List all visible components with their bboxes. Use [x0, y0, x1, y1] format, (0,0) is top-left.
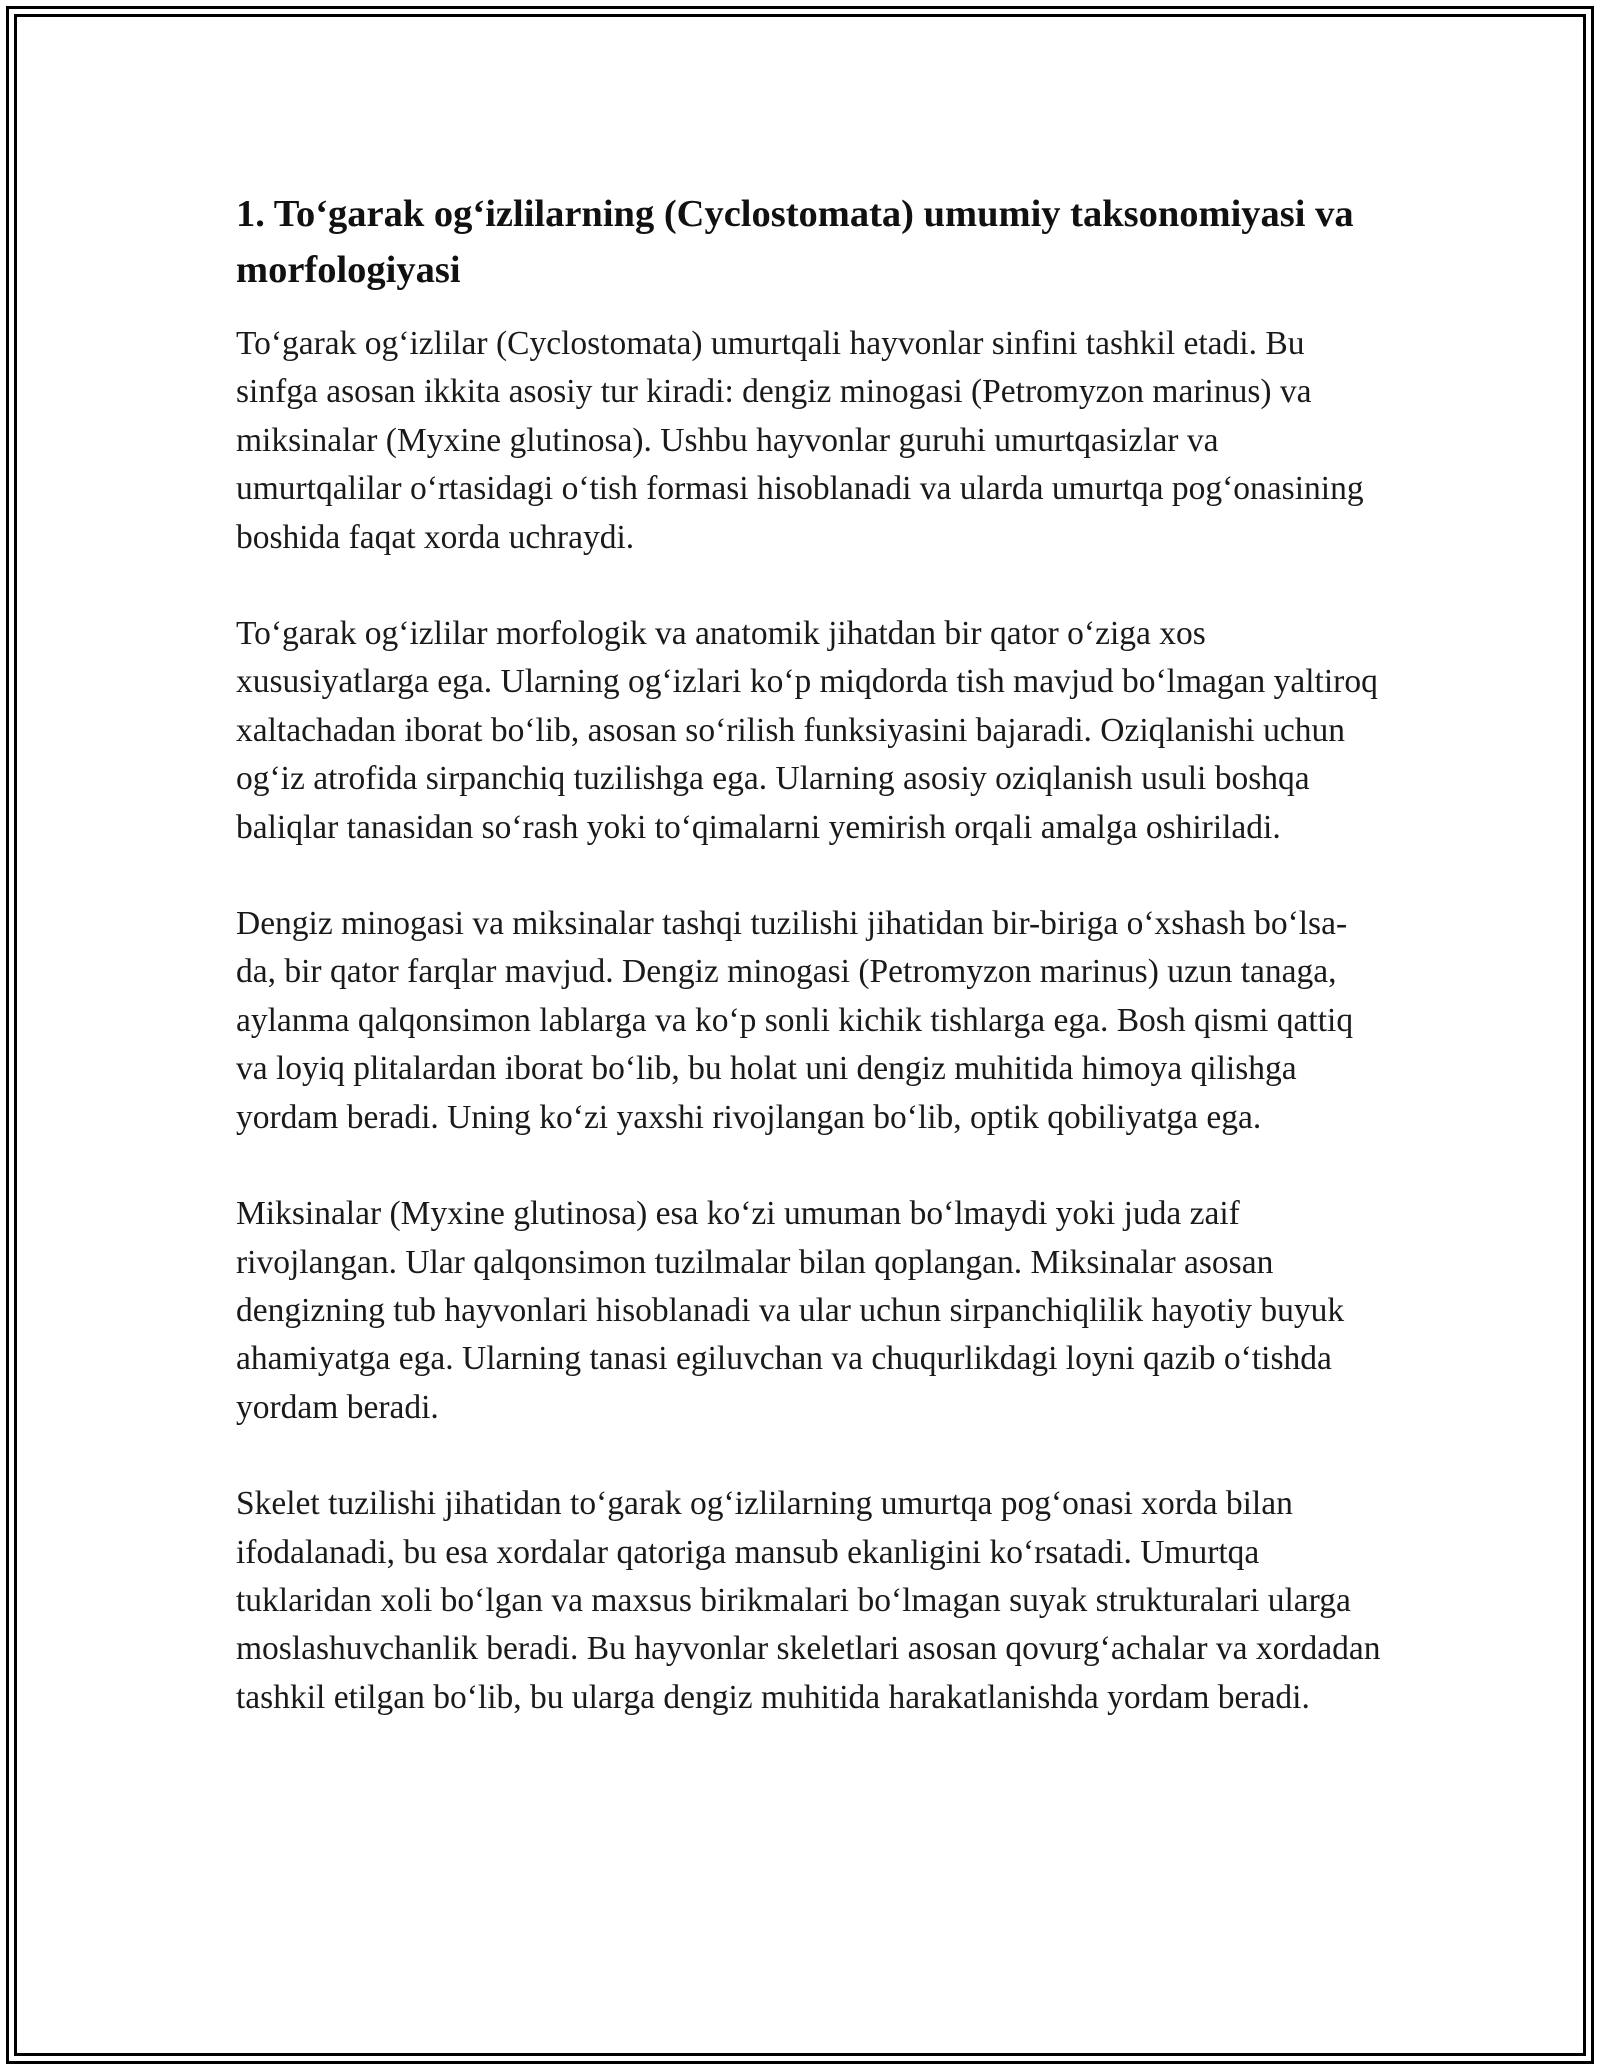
document-body: [236, 186, 1386, 1722]
paragraph-1: To‘garak og‘izlilar (Cyclostomata) umurtqali hayvonlar sinfini tashkil etadi. Bu sinfga asosan ikkita asosiy tur kiradi: dengiz minogasi (Petromyzon marinus) va miksinalar (Myxine glutinosa). Ushbu hayvonlar guruhi umurtqasizlar va umurtqalilar o‘rtasidagi o‘tish formasi hisoblanadi va ularda umurtqa pog‘onasining boshida faqat xorda uchraydi.: [236, 325, 1364, 556]
paragraph-3: Dengiz minogasi va miksinalar tashqi tuzilishi jihatidan bir-biriga o‘xshash bo‘lsa-da, bir qator farqlar mavjud. Dengiz minogasi (Petromyzon marinus) uzun tanaga, aylanma qalqonsimon lablarga va ko‘p sonli kichik tishlarga ega. Bosh qismi qattiq va loyiq plitalardan iborat bo‘lib, bu holat uni dengiz muhitida himoya qilishga yordam beradi. Uning ko‘zi yaxshi rivojlangan bo‘lib, optik qobiliyatga ega.: [236, 905, 1354, 1136]
paragraph-2: To‘garak og‘izlilar morfologik va anatomik jihatdan bir qator o‘ziga xos xususiyatlarga ega. Ularning og‘izlari ko‘p miqdorda tish mavjud bo‘lmagan yaltiroq xaltachadan iborat bo‘lib, asosan so‘rilish funksiyasini bajaradi. Oziqlanishi uchun og‘iz atrofida sirpanchiq tuzilishga ega. Ularning asosiy oziqlanish usuli boshqa baliqlar tanasidan so‘rash yoki to‘qimalarni yemirish orqali amalga oshiriladi.: [236, 615, 1378, 846]
paragraph-4: Miksinalar (Myxine glutinosa) esa ko‘zi umuman bo‘lmaydi yoki juda zaif rivojlangan. Ular qalqonsimon tuzilmalar bilan qoplangan. Miksinalar asosan dengizning tub hayvonlari hisoblanadi va ular uchun sirpanchiqlilik hayotiy buyuk ahamiyatga ega. Ularning tanasi egiluvchan va chuqurlikdagi loyni qazib o‘tishda yordam beradi.: [236, 1195, 1345, 1426]
paragraph-5: Skelet tuzilishi jihatidan to‘garak og‘izlilarning umurtqa pog‘onasi xorda bilan ifodalanadi, bu esa xordalar qatoriga mansub ekanligini ko‘rsatadi. Umurtqa tuklaridan xoli bo‘lgan va maxsus birikmalari bo‘lmagan suyak strukturalari ularga moslashuvchanlik beradi. Bu hayvonlar skeletlari asosan qovurg‘achalar va xordadan tashkil etilgan bo‘lib, bu ularga dengiz muhitida harakatlanishda yordam beradi.: [236, 1485, 1381, 1716]
section-heading: 1. To‘garak og‘izlilarning (Cyclostomata) umumiy taksonomiyasi va morfologiyasi: [236, 193, 1354, 291]
